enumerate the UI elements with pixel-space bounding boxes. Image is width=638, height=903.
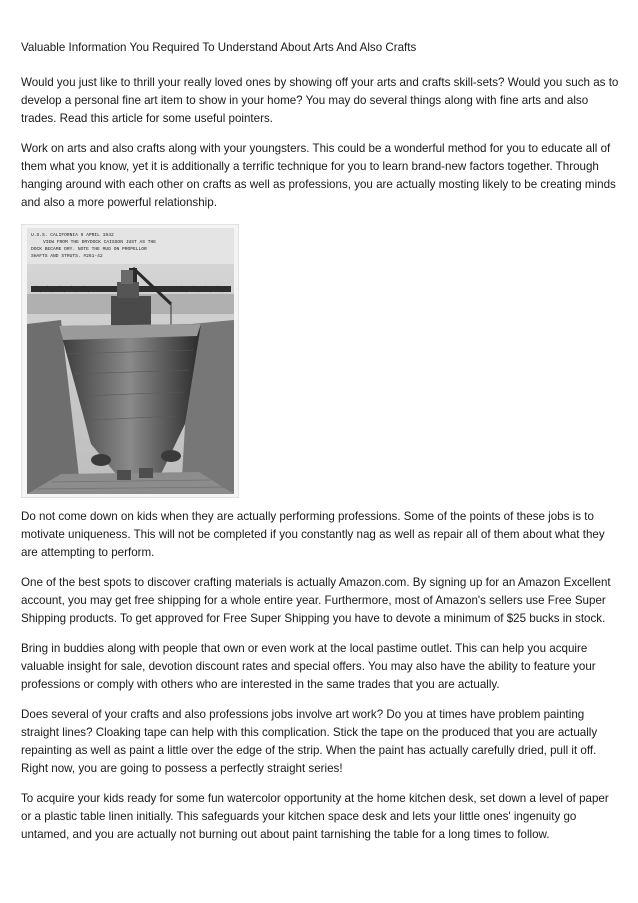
paragraph-6: Does several of your crafts and also professions jobs involve art work? Do you at times have problem painting straight lines? Cloaking tape can help with this complication. Stick the tape on the produced that you are actually repainting as well as paint a little over the edge of the strip. When the paint has actually carefully dried, pull it off. Right now, you are going to possess a perfectly straight series! <box>21 708 598 775</box>
photo-caption-line-2: VIEW FROM THE DRYDOCK CAISSON JUST AS THE <box>43 240 157 245</box>
ship-drydock-photo <box>21 224 239 498</box>
paragraph-7: To acquire your kids ready for some fun watercolor opportunity at the home kitchen desk, set down a level of paper or a plastic table linen initially. This safeguards your kitchen space desk and lets your little ones' ingenuity go untamed, and you are actually not burning out about paint tarnishing the table for a long times to follow. <box>21 792 609 841</box>
ship-photo-graphic <box>21 224 239 498</box>
document-page <box>21 40 619 856</box>
document-title: Valuable Information You Required To Understand About Arts And Also Crafts <box>21 41 417 54</box>
photo-caption-line-1: U.S.S. CALIFORNIA 9 APRIL 1942 <box>31 233 114 238</box>
photo-caption-line-4: SHAFTS AND STRUTS. #261-42 <box>31 254 103 259</box>
paragraph-2: Work on arts and also crafts along with your youngsters. This could be a wonderful method for you to educate all of them what you know, yet it is additionally a terrific technique for you to learn brand-new factors together. Through hanging around with each other on crafts as well as professions, you are actually mosting likely to be creating minds and also a more powerful relationship. <box>21 142 616 209</box>
paragraph-4: One of the best spots to discover crafting materials is actually Amazon.com. By signing up for an Amazon Excellent account, you may get free shipping for a whole entire year. Furthermore, most of Amazon's sellers use Free Super Shipping products. To get approved for Free Super Shipping you have to devote a minimum of $25 bucks in stock. <box>21 576 611 625</box>
photo-caption-line-3: DOCK BECAME DRY. NOTE THE MUD ON PROPELLOR <box>31 247 147 252</box>
paragraph-1: Would you just like to thrill your really loved ones by showing off your arts and crafts skill-sets? Would you such as to develop a personal fine art item to show in your home? You may do several things along with fine arts and also trades. Read this article for some useful pointers. <box>21 76 619 125</box>
paragraph-3: Do not come down on kids when they are actually performing professions. Some of the points of these jobs is to motivate uniqueness. This will not be completed if you constantly nag as well as repair all of them about what they are attempting to perform. <box>21 510 605 559</box>
paragraph-5: Bring in buddies along with people that own or even work at the local pastime outlet. This can help you acquire valuable insight for sale, devotion discount rates and special offers. You may also have the ability to feature your professions or comply with others who are interested in the same trades that you are actually. <box>21 642 596 691</box>
